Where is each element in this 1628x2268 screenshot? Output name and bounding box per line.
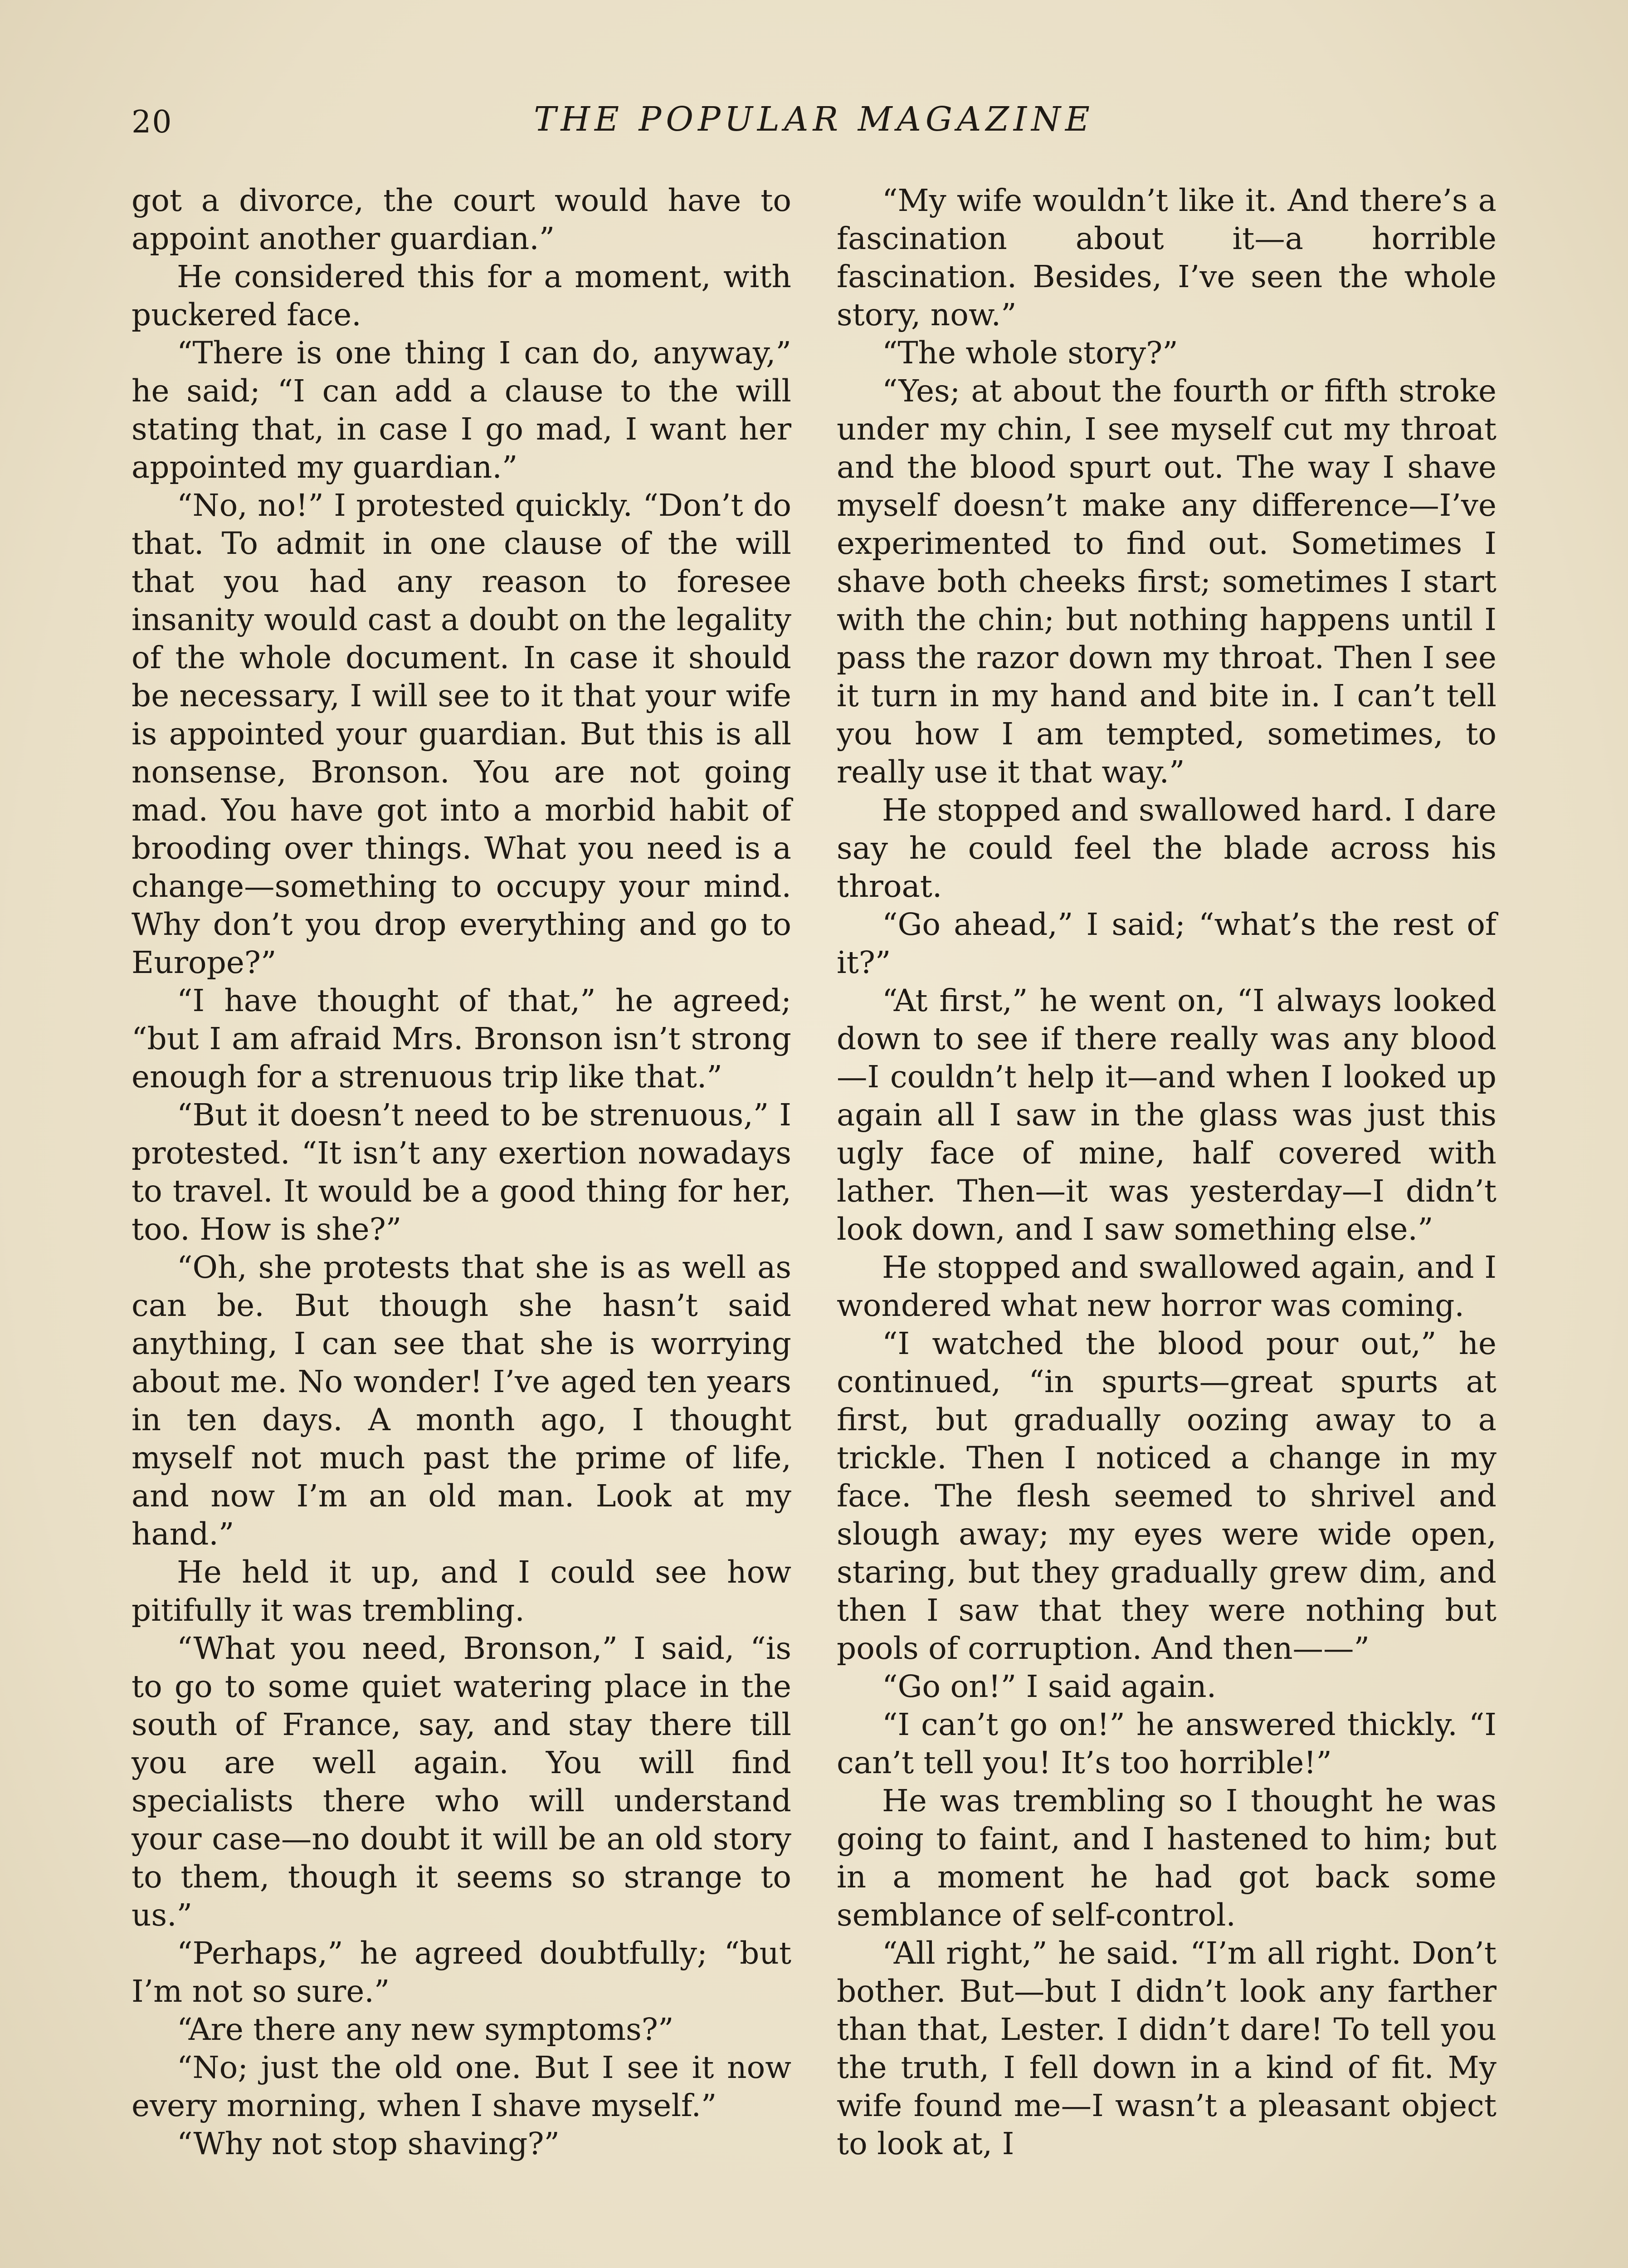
paragraph: “Oh, she protests that she is as well as can be. But though she hasn’t said anything, I can see that she is worrying about me. No wonder! I’ve aged ten years in ten days. A month ago, I thought myself not much past the prime of life, and now I’m an old man. Look at my hand.” (132, 1249, 791, 1552)
paragraph: He considered this for a moment, with puckered face. (132, 259, 791, 332)
paragraph: got a divorce, the court would have to appoint another guardian.” (132, 182, 791, 256)
paragraph: He was trembling so I thought he was going to faint, and I hastened to him; but in a moment he had got back some semblance of self-control. (837, 1783, 1496, 1933)
paragraph: “The whole story?” (882, 335, 1178, 371)
paragraph: “I have thought of that,” he agreed; “but I am afraid Mrs. Bronson isn’t strong enough for a strenuous trip like that.” (132, 982, 791, 1095)
paragraph: He stopped and swallowed hard. I dare say he could feel the blade across his throat. (837, 792, 1496, 904)
paragraph: “No; just the old one. But I see it now every morning, when I shave myself.” (132, 2049, 791, 2123)
paragraph: He stopped and swallowed again, and I wondered what new horror was coming. (837, 1249, 1496, 1323)
paragraph: “Why not stop shaving?” (177, 2126, 560, 2161)
page-header (132, 100, 1496, 150)
paragraph: “There is one thing I can do, anyway,” he said; “I can add a clause to the will stating that, in case I go mad, I want her appointed my guardian.” (132, 335, 791, 485)
running-title: THE POPULAR MAGAZINE (534, 100, 1094, 139)
paragraph: He held it up, and I could see how pitifully it was trembling. (132, 1554, 791, 1628)
paragraph: “Are there any new symptoms?” (177, 2011, 674, 2047)
paragraph: “I watched the blood pour out,” he continued, “in spurts—great spurts at first, but gradually oozing away to a trickle. Then I noticed a change in my face. The flesh seemed to shrivel and slough away; my eyes were wide open, staring, but they gradually grew dim, and then I saw that they were nothing but pools of corruption. And then——” (837, 1325, 1496, 1666)
right-column (837, 181, 1496, 2163)
page-number: 20 (132, 104, 173, 140)
paragraph: “My wife wouldn’t like it. And there’s a fascination about it—a horrible fascination. Besides, I’ve seen the whole story, now.” (837, 182, 1496, 332)
paragraph: “Go on!” I said again. (882, 1668, 1217, 1704)
paragraph: “Yes; at about the fourth or fifth stroke under my chin, I see myself cut my throat and the blood spurt out. The way I shave myself doesn’t make any difference—I’ve experimented to find out. Sometimes I shave both cheeks first; sometimes I start with the chin; but nothing happens until I pass the razor down my throat. Then I see it turn in my hand and bite in. I can’t tell you how I am tempted, sometimes, to really use it that way.” (837, 373, 1496, 790)
paragraph: “But it doesn’t need to be strenuous,” I protested. “It isn’t any exertion nowadays to travel. It would be a good thing for her, too. How is she?” (132, 1097, 791, 1247)
paragraph: “Go ahead,” I said; “what’s the rest of it?” (837, 906, 1496, 980)
paragraph: “All right,” he said. “I’m all right. Don’t bother. But—but I didn’t look any farther than that, Lester. I didn’t dare! To tell you the truth, I fell down in a kind of fit. My wife found me—I wasn’t a pleasant object to look at, I (837, 1935, 1496, 2161)
paragraph: “Perhaps,” he agreed doubtfully; “but I’m not so sure.” (132, 1935, 791, 2009)
paragraph: “What you need, Bronson,” I said, “is to go to some quiet watering place in the south of France, say, and stay there till you are well again. You will find specialists there who will understand your case—no doubt it will be an old story to them, though it seems so strange to us.” (132, 1630, 791, 1933)
paragraph: “At first,” he went on, “I always looked down to see if there really was any blood—I couldn’t help it—and when I looked up again all I saw in the glass was just this ugly face of mine, half covered with lather. Then—it was yesterday—I didn’t look down, and I saw something else.” (837, 982, 1496, 1247)
paragraph: “I can’t go on!” he answered thickly. “I can’t tell you! It’s too horrible!” (837, 1706, 1496, 1780)
paragraph: “No, no!” I protested quickly. “Don’t do that. To admit in one clause of the will that you had any reason to foresee insanity would cast a doubt on the legality of the whole document. In case it should be necessary, I will see to it that your wife is appointed your guardian. But this is all nonsense, Bronson. You are not going mad. You have got into a morbid habit of brooding over things. What you need is a change—something to occupy your mind. Why don’t you drop everything and go to Europe?” (132, 487, 791, 980)
left-column (132, 181, 791, 2163)
